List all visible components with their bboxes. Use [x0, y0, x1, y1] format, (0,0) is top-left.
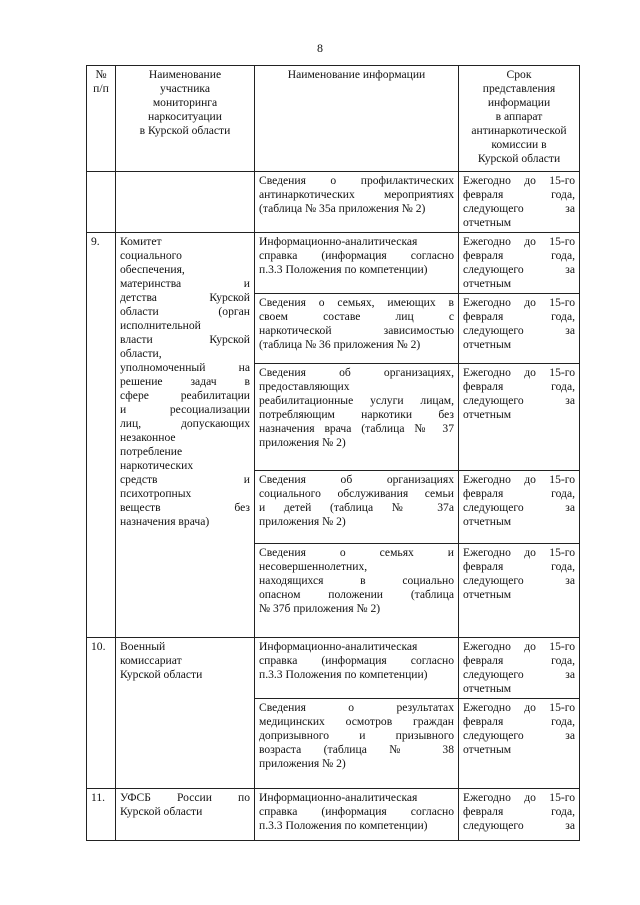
page-number: 8: [317, 41, 323, 55]
table-row-10: [87, 638, 580, 699]
info-cell: Сведения о профилактических антинаркотических мероприятиях (таблица № 35а приложения № 2): [255, 172, 459, 233]
header-num: № п/п: [87, 66, 116, 172]
info-cell: Сведения о семьях, имеющих в своем составе лиц с наркотической зависимостью (таблица № 36 приложения № 2): [255, 294, 459, 364]
monitoring-table: [86, 65, 580, 841]
table-header-row: [87, 66, 580, 172]
participant-cell-empty: [116, 172, 255, 233]
header-info: Наименование информации: [255, 66, 459, 172]
header-participant: Наименование участника мониторинга наркоситуации в Курской области: [116, 66, 255, 172]
info-cell: Сведения о семьях и несовершеннолетних, находящихся в социально опасном положении (таблица № 37б приложения № 2): [255, 544, 459, 638]
info-cell: Информационно-аналитическая справка (информация согласно п.3.3 Положения по компетенции): [255, 638, 459, 699]
row-number: 10.: [87, 638, 116, 789]
info-cell: Сведения об организациях, предоставляющих реабилитационные услуги лицам, потребляющим наркотики без назначения врача (таблица № 37 приложения № 2): [255, 364, 459, 471]
term-cell: Ежегодно до 15-го февраля года, следующего за отчетным: [459, 294, 580, 364]
participant-cell: Военный комиссариат Курской области: [116, 638, 255, 789]
term-cell: Ежегодно до 15-го февраля года, следующего за отчетным: [459, 471, 580, 544]
header-term: Срок представления информации в аппарат антинаркотической комиссии в Курской области: [459, 66, 580, 172]
term-cell: Ежегодно до 15-го февраля года, следующего за отчетным: [459, 233, 580, 294]
participant-cell: УФСБ России по Курской области: [116, 789, 255, 841]
info-cell: Информационно-аналитическая справка (информация согласно п.3.3 Положения по компетенции): [255, 233, 459, 294]
term-cell: Ежегодно до 15-го февраля года, следующего за отчетным: [459, 172, 580, 233]
term-cell: Ежегодно до 15-го февраля года, следующего за: [459, 789, 580, 841]
table-row-9: [87, 233, 580, 294]
term-cell: Ежегодно до 15-го февраля года, следующего за отчетным: [459, 544, 580, 638]
info-cell: Сведения о результатах медицинских осмотров граждан допризывного и призывного возраста (таблица № 38 приложения № 2): [255, 699, 459, 789]
term-cell: Ежегодно до 15-го февраля года, следующего за отчетным: [459, 364, 580, 471]
info-cell: Информационно-аналитическая справка (информация согласно п.3.3 Положения по компетенции): [255, 789, 459, 841]
term-cell: Ежегодно до 15-го февраля года, следующего за отчетным: [459, 699, 580, 789]
row-number: 9.: [87, 233, 116, 638]
table-row-11: [87, 789, 580, 841]
info-cell: Сведения об организациях социального обслуживания семьи и детей (таблица № 37а приложения № 2): [255, 471, 459, 544]
term-cell: Ежегодно до 15-го февраля года, следующего за отчетным: [459, 638, 580, 699]
num-cell-empty: [87, 172, 116, 233]
table-row-continued: [87, 172, 580, 233]
participant-cell: Комитет социального обеспечения, материнства и детства Курской области (орган исполнительной власти Курской области, уполномоченный на решение задач в сфере реабилитации и ресоциализации лиц, допускающих незаконное потребление наркотических средств и психотропных веществ без назначения врача): [116, 233, 255, 638]
row-number: 11.: [87, 789, 116, 841]
